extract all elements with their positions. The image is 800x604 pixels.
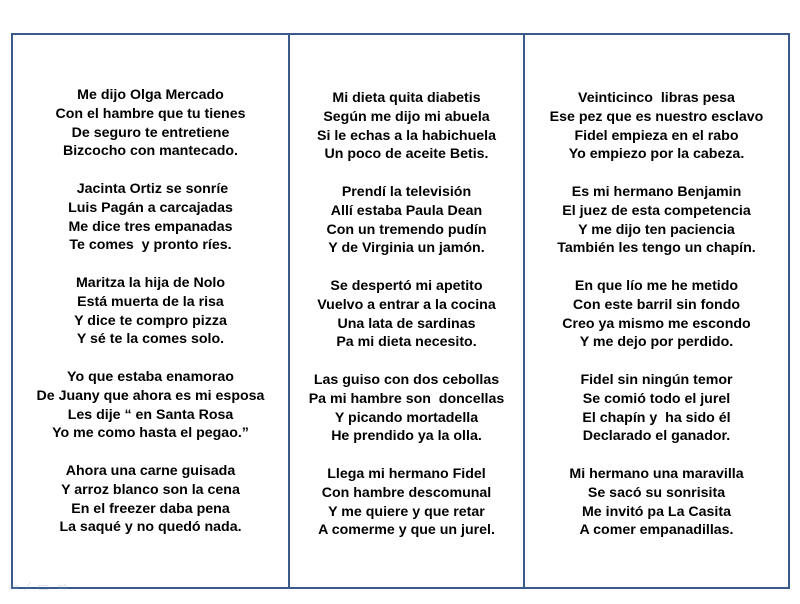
verse-line: Las guiso con dos cebollas — [313, 371, 500, 388]
verse-line: De Juany que ahora es mi esposa — [36, 387, 265, 404]
verse-line: La saqué y no quedó nada. — [59, 519, 242, 536]
verse-line: El juez de esta competencia — [562, 202, 751, 219]
verse-line: Bizcocho con mantecado. — [62, 143, 238, 160]
poem-column-2 — [288, 35, 523, 587]
verse-line: Maritza la hija de Nolo — [75, 274, 225, 291]
verse-line: A comerme y que un jurel. — [318, 522, 495, 539]
verse-line: Es mi hermano Benjamin — [571, 183, 742, 200]
verse-line: Con el hambre que tu tienes — [55, 105, 246, 122]
verse-line: He prendido ya la olla. — [331, 428, 482, 445]
verse-line: Luis Pagán a carcajadas — [68, 199, 233, 216]
verse-line: Y me dejo por perdido. — [579, 334, 734, 351]
stanza — [327, 183, 487, 258]
slideshow-nav — [8, 580, 68, 594]
verse-line: Con un tremendo pudín — [326, 221, 487, 238]
stanza — [318, 465, 495, 540]
verse-line: Veinticinco libras pesa — [578, 90, 735, 106]
verse-line: Una lata de sardinas — [337, 315, 476, 332]
verse-line: Yo me como hasta el pegao.” — [52, 425, 249, 442]
stanza — [580, 371, 732, 446]
verse-line: Y dice te compro pizza — [74, 312, 227, 329]
verse-line: Y picando mortadella — [334, 409, 479, 426]
stanza — [68, 180, 233, 255]
stanza — [557, 183, 755, 258]
verse-line: El chapín y ha sido él — [582, 409, 731, 426]
verse-line: Pa mi dieta necesito. — [336, 334, 477, 351]
verse-line: Me dice tres empanadas — [68, 218, 233, 235]
verse-line: Se despertó mi apetito — [330, 277, 483, 294]
verse-line: En que lío me he metido — [574, 277, 739, 294]
verse-line: Y me quiere y que retar — [328, 503, 485, 520]
verse-line: Y sé te la comes solo. — [76, 331, 225, 348]
verse-line: Ese pez que es nuestro esclavo — [549, 108, 764, 125]
verse-line: Con este barril sin fondo — [572, 296, 741, 313]
verse-line: Mi dieta quita diabetis — [332, 90, 481, 106]
forward-arrow-icon[interactable]: ⇨ — [57, 579, 69, 594]
verse-line: Se sacó su sonrisita — [587, 484, 726, 501]
verse-line: Según me dijo mi abuela — [323, 108, 490, 125]
stanza — [59, 462, 241, 537]
verse-line: Te comes y pronto ríes. — [69, 237, 232, 254]
verse-line: Prendí la televisión — [341, 183, 472, 200]
verse-line: Ahora una carne guisada — [65, 462, 236, 479]
pen-icon[interactable]: ∕ — [26, 579, 30, 594]
verse-line: Yo que estaba enamorao — [67, 368, 234, 385]
verse-line: A comer empanadillas. — [579, 522, 734, 539]
stanza — [569, 465, 743, 540]
menu-icon[interactable]: ▭ — [37, 579, 50, 594]
poem-table — [11, 33, 790, 589]
verse-line: Jacinta Ortiz se sonríe — [72, 180, 229, 197]
stanza — [309, 371, 505, 446]
verse-line: Declarado el ganador. — [582, 428, 731, 445]
verse-line: Me dijo Olga Mercado — [77, 87, 224, 103]
verse-line: Y me dijo ten paciencia — [578, 221, 735, 238]
verse-line: Vuelvo a entrar a la cocina — [317, 296, 496, 313]
verse-line: Está muerta de la risa — [77, 293, 224, 310]
verse-line: Fidel empieza en el rabo — [574, 127, 739, 144]
verse-line: Yo empiezo por la cabeza. — [568, 146, 745, 163]
stanza — [56, 86, 246, 161]
verse-line: Y de Virginia un jamón. — [328, 240, 485, 257]
verse-line: Si le echas a la habichuela — [316, 127, 496, 144]
verse-line: Pa mi hambre son doncellas — [308, 390, 505, 407]
poem-column-1 — [13, 35, 288, 587]
verse-line: También les tengo un chapín. — [557, 240, 756, 257]
verse-line: Y arroz blanco son la cena — [61, 481, 240, 498]
verse-line: Con hambre descomunal — [321, 484, 492, 501]
verse-line: Creo ya mismo me escondo — [562, 315, 751, 332]
verse-line: Un poco de aceite Betis. — [324, 146, 489, 163]
poem-column-3 — [523, 35, 788, 587]
verse-line: De seguro te entretiene — [71, 124, 230, 141]
back-arrow-icon[interactable]: ⇦ — [8, 579, 19, 594]
verse-line: Me invitó pa La Casita — [581, 503, 731, 520]
verse-line: Fidel sin ningún temor — [580, 371, 733, 388]
verse-line: Les dije “ en Santa Rosa — [67, 406, 234, 423]
stanza — [317, 89, 496, 164]
verse-line: Allí estaba Paula Dean — [330, 202, 483, 219]
verse-line: En el freezer daba pena — [71, 500, 230, 517]
stanza — [74, 274, 227, 349]
stanza — [562, 277, 750, 352]
verse-line: Mi hermano una maravilla — [569, 465, 744, 482]
verse-line: Se comió todo el jurel — [582, 390, 731, 407]
stanza — [550, 89, 764, 164]
verse-line: Llega mi hermano Fidel — [327, 465, 486, 482]
stanza — [317, 277, 495, 352]
stanza — [37, 368, 265, 443]
